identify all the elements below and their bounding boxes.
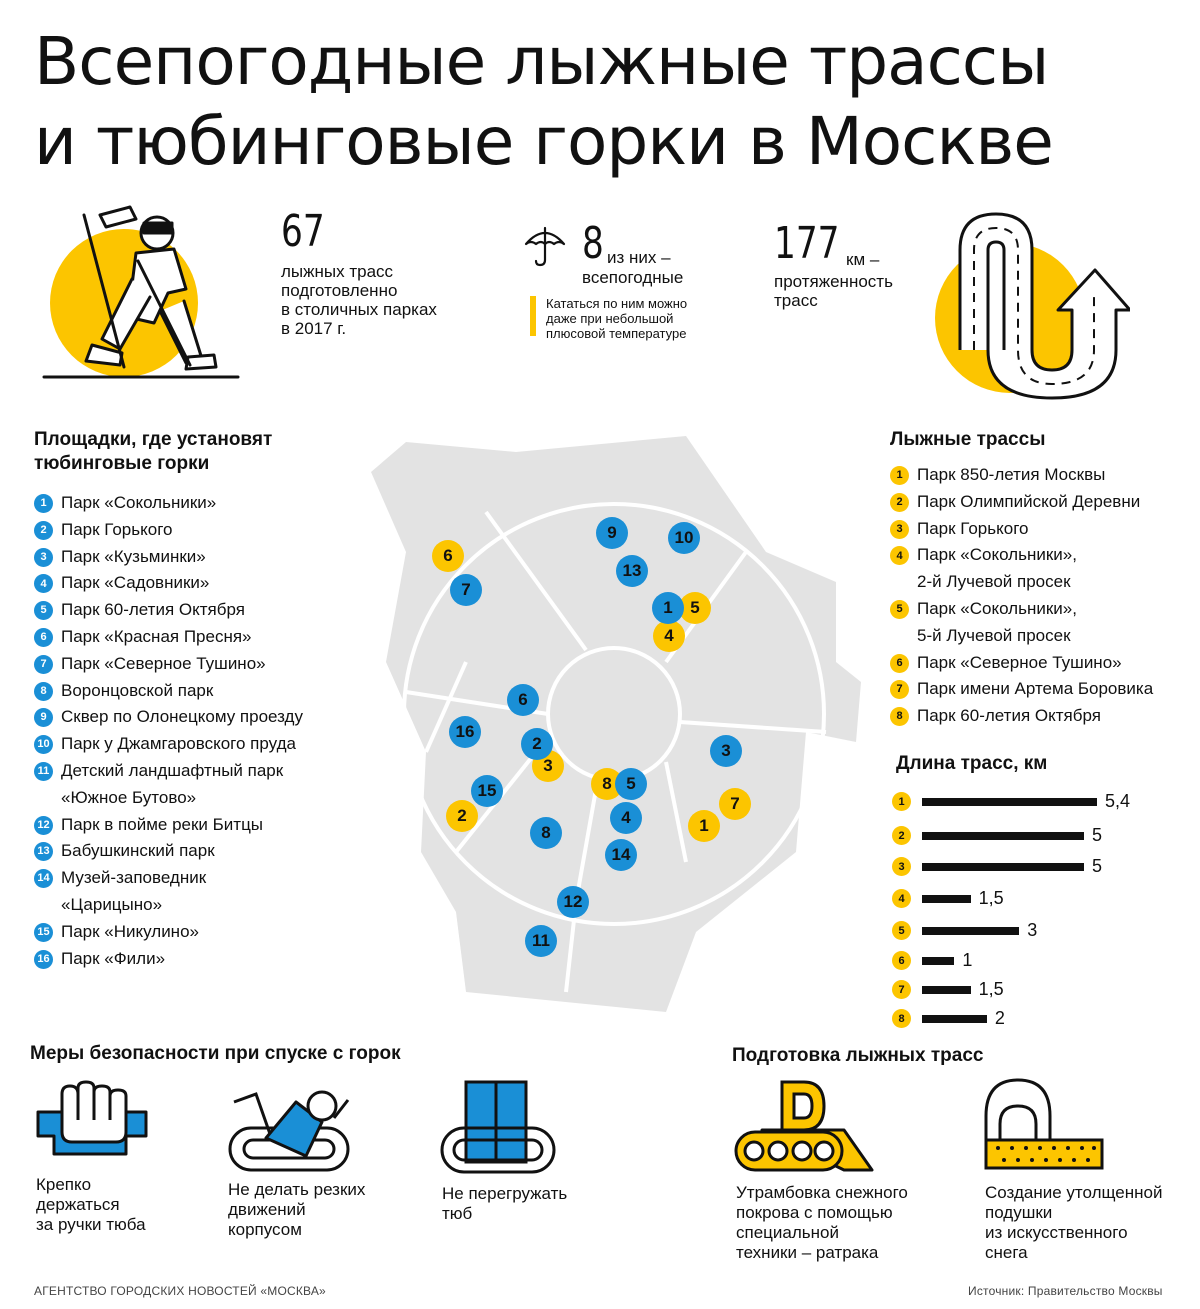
stat-length-line: протяженность bbox=[774, 272, 893, 291]
blue-marker-1: 1 bbox=[652, 592, 684, 624]
blue-marker-16: 16 bbox=[449, 716, 481, 748]
blue-marker-5: 5 bbox=[615, 768, 647, 800]
caption-line: снега bbox=[985, 1243, 1028, 1262]
tubing-item-label: Бабушкинский парк bbox=[61, 841, 215, 861]
tubing-number-badge: 4 bbox=[34, 574, 53, 593]
caption-line: движений bbox=[228, 1200, 306, 1219]
chart-row bbox=[890, 978, 1180, 1002]
title-line-2: и тюбинговые горки в Москве bbox=[34, 103, 1053, 180]
stat-trails-line: в столичных парках bbox=[281, 300, 437, 319]
tubing-number-badge: 14 bbox=[34, 869, 53, 888]
tubing-number-badge: 9 bbox=[34, 708, 53, 727]
blue-marker-15: 15 bbox=[471, 775, 503, 807]
chart-row bbox=[890, 949, 1180, 973]
chart-row bbox=[890, 790, 1180, 814]
ski-item-label: Парк 850-летия Москвы bbox=[917, 465, 1106, 484]
caption-line: специальной bbox=[736, 1223, 839, 1242]
tubing-item-label: Парк «Садовники» bbox=[61, 573, 210, 593]
ski-item-label: Парк Олимпийской Деревни bbox=[917, 491, 1141, 511]
chart-category-badge: 5 bbox=[892, 921, 911, 940]
ski-number-badge: 4 bbox=[890, 546, 909, 565]
chart-category-badge: 4 bbox=[892, 889, 911, 908]
blue-marker-11: 11 bbox=[525, 925, 557, 957]
stat-trails-line: лыжных трасс bbox=[281, 262, 394, 281]
chart-value-label: 1 bbox=[962, 950, 973, 970]
chart-value-label: 5 bbox=[1092, 856, 1103, 876]
yellow-marker-7: 7 bbox=[719, 788, 751, 820]
tubing-number-badge: 6 bbox=[34, 628, 53, 647]
stat-length-value: 177 bbox=[774, 218, 840, 269]
tubing-number-badge: 7 bbox=[34, 655, 53, 674]
ski-number-badge: 6 bbox=[890, 654, 909, 673]
tubing-item-label: Парк «Фили» bbox=[61, 948, 166, 968]
chart-bar bbox=[922, 957, 954, 965]
ski-item-label: Парк «Северное Тушино» bbox=[917, 652, 1122, 672]
tubing-item-label: Воронцовской парк bbox=[61, 680, 214, 700]
yellow-marker-3: 3 bbox=[532, 750, 564, 782]
tubing-item-label: Музей-заповедник bbox=[61, 868, 207, 888]
chart-bar bbox=[922, 832, 1084, 840]
blue-marker-9: 9 bbox=[596, 517, 628, 549]
caption-line: Не делать резких bbox=[228, 1180, 366, 1199]
ski-number-badge: 2 bbox=[890, 493, 909, 512]
caption-line: тюб bbox=[442, 1204, 473, 1223]
tubing-item-label: Сквер по Олонецкому проезду bbox=[61, 707, 303, 727]
chart-title: Длина трасс, км bbox=[896, 753, 1048, 774]
chart-value-label: 3 bbox=[1027, 920, 1038, 940]
caption-line: покрова с помощью bbox=[736, 1203, 893, 1222]
yellow-marker-8: 8 bbox=[591, 768, 623, 800]
ski-number-badge: 1 bbox=[890, 466, 909, 485]
ski-number-badge: 8 bbox=[890, 707, 909, 726]
chart-row bbox=[890, 1007, 1180, 1031]
tubing-item-label: Парк «Красная Пресня» bbox=[61, 626, 252, 646]
yellow-marker-6: 6 bbox=[432, 540, 464, 572]
chart-bar bbox=[922, 895, 971, 903]
blue-marker-4: 4 bbox=[610, 802, 642, 834]
stat-length-unit: км – bbox=[846, 250, 880, 269]
tubing-item-label: Парк «Кузьминки» bbox=[61, 546, 206, 566]
blue-marker-12: 12 bbox=[557, 886, 589, 918]
ski-item-label-continued: 5-й Лучевой просек bbox=[917, 625, 1071, 645]
chart-row bbox=[890, 919, 1180, 943]
caption-line: Крепко bbox=[36, 1175, 92, 1194]
hands-grip-icon bbox=[34, 1080, 154, 1170]
stat-allweather-value: 8 bbox=[582, 218, 604, 269]
stat-length-line: трасс bbox=[774, 291, 818, 310]
chart-row bbox=[890, 887, 1180, 911]
tubing-item-label: Парк «Никулино» bbox=[61, 921, 199, 941]
stat-trails-line: подготовленно bbox=[281, 281, 398, 300]
stat-trails-line: в 2017 г. bbox=[281, 319, 347, 338]
tubing-number-badge: 13 bbox=[34, 842, 53, 861]
source-credit: Источник: Правительство Москвы bbox=[968, 1284, 1163, 1298]
blue-marker-6: 6 bbox=[507, 684, 539, 716]
blue-marker-13: 13 bbox=[616, 555, 648, 587]
caption-line: Не перегружать bbox=[442, 1184, 568, 1203]
tubing-number-badge: 16 bbox=[34, 950, 53, 969]
caption-line: из искусственного bbox=[985, 1223, 1128, 1242]
yellow-marker-2: 2 bbox=[446, 800, 478, 832]
tubing-item-label: Парк в пойме реки Битцы bbox=[61, 814, 264, 834]
safety-caption-2 bbox=[228, 1180, 365, 1240]
chart-row bbox=[890, 824, 1180, 848]
ski-item-label: Парк имени Артема Боровика bbox=[917, 679, 1154, 699]
chart-bar bbox=[922, 798, 1097, 806]
blue-marker-8: 8 bbox=[530, 817, 562, 849]
chart-value-label: 5 bbox=[1092, 825, 1103, 845]
ski-item-label: Парк «Сокольники», bbox=[917, 545, 1077, 565]
tubing-heading-line: Площадки, где установят bbox=[34, 429, 273, 450]
caption-line: за ручки тюба bbox=[36, 1215, 146, 1234]
tubing-item-label: Парк 60-летия Октября bbox=[61, 600, 245, 620]
stat-trails-value: 67 bbox=[281, 206, 325, 257]
stat-allweather-text2: всепогодные bbox=[582, 268, 684, 287]
ski-number-badge: 3 bbox=[890, 520, 909, 539]
ski-item-label-continued: 2-й Лучевой просек bbox=[917, 572, 1071, 592]
person-in-tube-icon bbox=[226, 1078, 356, 1178]
chart-value-label: 1,5 bbox=[978, 888, 1004, 908]
chart-value-label: 1,5 bbox=[978, 979, 1004, 999]
tubing-item-label: Парк «Северное Тушино» bbox=[61, 653, 266, 673]
safety-caption-1 bbox=[36, 1175, 146, 1235]
caption-line: держаться bbox=[36, 1195, 120, 1214]
agency-credit: АГЕНТСТВО ГОРОДСКИХ НОВОСТЕЙ «МОСКВА» bbox=[34, 1284, 326, 1298]
yellow-marker-4: 4 bbox=[653, 620, 685, 652]
note-line: Кататься по ним можно bbox=[546, 296, 688, 311]
blue-marker-3: 3 bbox=[710, 735, 742, 767]
yellow-marker-5: 5 bbox=[679, 592, 711, 624]
tubing-number-badge: 3 bbox=[34, 548, 53, 567]
caption-line: подушки bbox=[985, 1203, 1053, 1222]
note-line: плюсовой температуре bbox=[546, 326, 687, 341]
tubing-item-label: Парк «Сокольники» bbox=[61, 493, 217, 512]
tubing-item-label-continued: «Южное Бутово» bbox=[61, 787, 197, 807]
tubing-number-badge: 5 bbox=[34, 601, 53, 620]
caption-line: корпусом bbox=[228, 1220, 302, 1239]
chart-bar bbox=[922, 927, 1019, 935]
caption-line: техники – ратрака bbox=[736, 1243, 879, 1262]
tubing-number-badge: 12 bbox=[34, 816, 53, 835]
safety-heading: Меры безопасности при спуске с горок bbox=[30, 1043, 401, 1064]
tubing-item-label: Парк Горького bbox=[61, 519, 173, 539]
chart-bar bbox=[922, 1015, 987, 1023]
yellow-marker-1: 1 bbox=[688, 810, 720, 842]
chart-value-label: 5,4 bbox=[1105, 791, 1131, 811]
tubing-item-label: Детский ландшафтный парк bbox=[61, 760, 284, 780]
ski-number-badge: 7 bbox=[890, 680, 909, 699]
chart-category-badge: 2 bbox=[892, 826, 911, 845]
snow-cushion-icon bbox=[982, 1076, 1106, 1172]
blue-marker-14: 14 bbox=[605, 839, 637, 871]
tubing-number-badge: 11 bbox=[34, 762, 53, 781]
chart-category-badge: 8 bbox=[892, 1009, 911, 1028]
blue-marker-2: 2 bbox=[521, 728, 553, 760]
stat-allweather-text1: из них – bbox=[607, 248, 671, 267]
ski-heading: Лыжные трассы bbox=[890, 429, 1046, 450]
chart-category-badge: 6 bbox=[892, 951, 911, 970]
caption-line: Утрамбовка снежного bbox=[736, 1183, 908, 1202]
tubing-number-badge: 15 bbox=[34, 923, 53, 942]
chart-category-badge: 7 bbox=[892, 980, 911, 999]
tubing-number-badge: 2 bbox=[34, 521, 53, 540]
tubing-number-badge: 10 bbox=[34, 735, 53, 754]
prep-caption-1 bbox=[736, 1183, 908, 1263]
tubing-number-badge: 8 bbox=[34, 682, 53, 701]
title-line-1: Всепогодные лыжные трассы bbox=[34, 23, 1049, 100]
chart-row bbox=[890, 855, 1180, 879]
chart-category-badge: 1 bbox=[892, 792, 911, 811]
tubing-heading-line: тюбинговые горки bbox=[34, 453, 210, 474]
note-line: даже при небольшой bbox=[546, 311, 674, 326]
tubing-item-label-continued: «Царицыно» bbox=[61, 894, 163, 914]
tube-with-box-icon bbox=[440, 1080, 560, 1176]
prep-heading: Подготовка лыжных трасс bbox=[732, 1045, 984, 1066]
ski-item-label: Парк «Сокольники», bbox=[917, 598, 1077, 618]
chart-category-badge: 3 bbox=[892, 857, 911, 876]
tubing-number-badge: 1 bbox=[34, 494, 53, 513]
prep-caption-2 bbox=[985, 1183, 1162, 1263]
chart-value-label: 2 bbox=[994, 1008, 1005, 1028]
caption-line: Создание утолщенной bbox=[985, 1183, 1163, 1202]
chart-bar bbox=[922, 863, 1084, 871]
tubing-item-label: Парк у Джамгаровского пруда bbox=[61, 734, 296, 754]
ski-item-label: Парк Горького bbox=[917, 518, 1029, 538]
safety-caption-3 bbox=[442, 1184, 567, 1224]
ski-item-label: Парк 60-летия Октября bbox=[917, 706, 1101, 726]
blue-marker-7: 7 bbox=[450, 574, 482, 606]
ski-number-badge: 5 bbox=[890, 600, 909, 619]
snow-groomer-icon bbox=[732, 1080, 882, 1176]
chart-bar bbox=[922, 986, 971, 994]
blue-marker-10: 10 bbox=[668, 522, 700, 554]
